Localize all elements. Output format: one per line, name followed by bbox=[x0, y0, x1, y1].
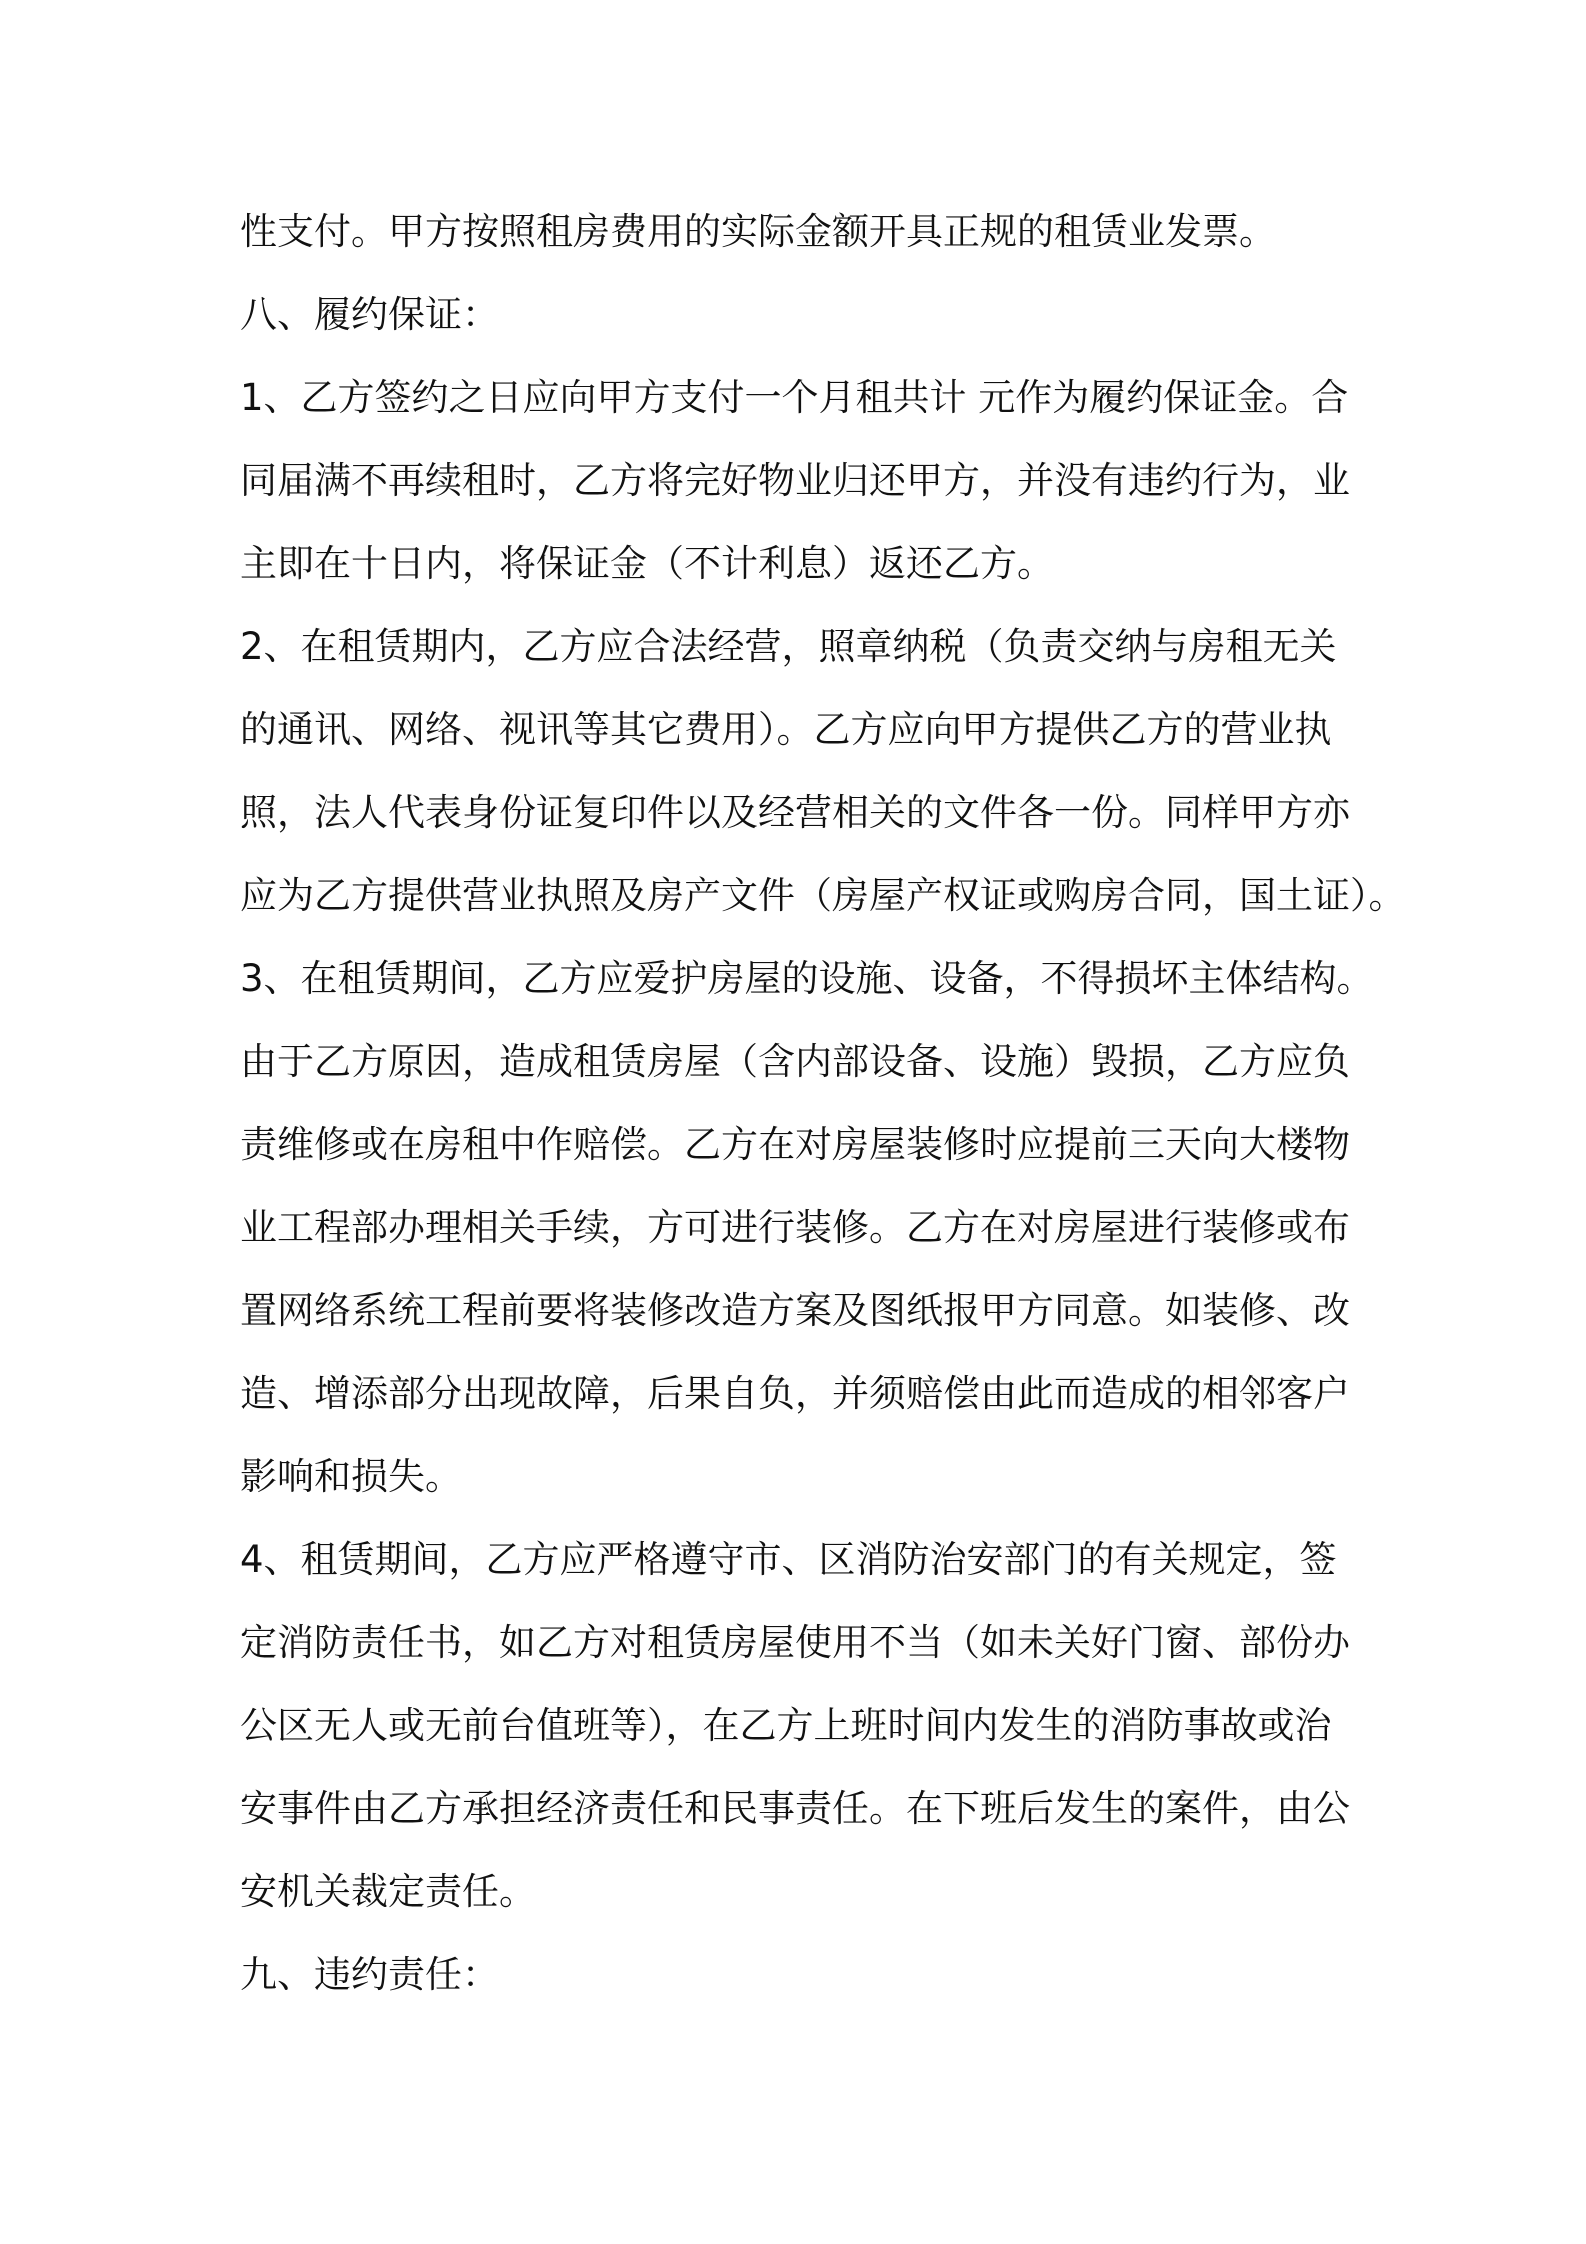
text-line: 业工程部办理相关手续，方可进行装修。乙方在对房屋进行装修或布 bbox=[240, 1206, 1350, 1249]
text-line: 公区无人或无前台值班等），在乙方上班时间内发生的消防事故或治 bbox=[240, 1704, 1332, 1747]
text-line: 1、乙方签约之日应向甲方支付一个月租共计 元作为履约保证金。合 bbox=[240, 376, 1349, 419]
text-line: 应为乙方提供营业执照及房产文件（房屋产权证或购房合同，国土证）。 bbox=[240, 874, 1406, 917]
text-line: 影响和损失。 bbox=[240, 1455, 462, 1498]
text-line: 安机关裁定责任。 bbox=[240, 1870, 536, 1913]
text-line: 定消防责任书，如乙方对租赁房屋使用不当（如未关好门窗、部份办 bbox=[240, 1621, 1350, 1664]
contract-text bbox=[240, 190, 1406, 2016]
text-line: 造、增添部分出现故障，后果自负，并须赔偿由此而造成的相邻客户 bbox=[240, 1372, 1350, 1415]
text-line: 主即在十日内，将保证金（不计利息）返还乙方。 bbox=[240, 542, 1054, 585]
text-line: 4、租赁期间，乙方应严格遵守市、区消防治安部门的有关规定，签 bbox=[240, 1538, 1337, 1581]
text-line: 由于乙方原因，造成租赁房屋（含内部设备、设施）毁损，乙方应负 bbox=[240, 1040, 1350, 1083]
text-line: 性支付。甲方按照租房费用的实际金额开具正规的租赁业发票。 bbox=[240, 210, 1276, 253]
text-line: 同届满不再续租时，乙方将完好物业归还甲方，并没有违约行为，业 bbox=[240, 459, 1350, 502]
section-heading-performance-guarantee: 八、履约保证： bbox=[240, 293, 499, 336]
text-line: 的通讯、网络、视讯等其它费用）。乙方应向甲方提供乙方的营业执 bbox=[240, 708, 1332, 751]
text-line: 置网络系统工程前要将装修改造方案及图纸报甲方同意。如装修、改 bbox=[240, 1289, 1350, 1332]
text-line: 责维修或在房租中作赔偿。乙方在对房屋装修时应提前三天向大楼物 bbox=[240, 1123, 1350, 1166]
text-line: 3、在租赁期间，乙方应爱护房屋的设施、设备，不得损坏主体结构。 bbox=[240, 957, 1374, 1000]
text-line: 2、在租赁期内，乙方应合法经营，照章纳税（负责交纳与房租无关 bbox=[240, 625, 1337, 668]
text-line: 照，法人代表身份证复印件以及经营相关的文件各一份。同样甲方亦 bbox=[240, 791, 1350, 834]
section-heading-breach-liability: 九、违约责任： bbox=[240, 1953, 499, 1996]
text-line: 安事件由乙方承担经济责任和民事责任。在下班后发生的案件，由公 bbox=[240, 1787, 1350, 1830]
